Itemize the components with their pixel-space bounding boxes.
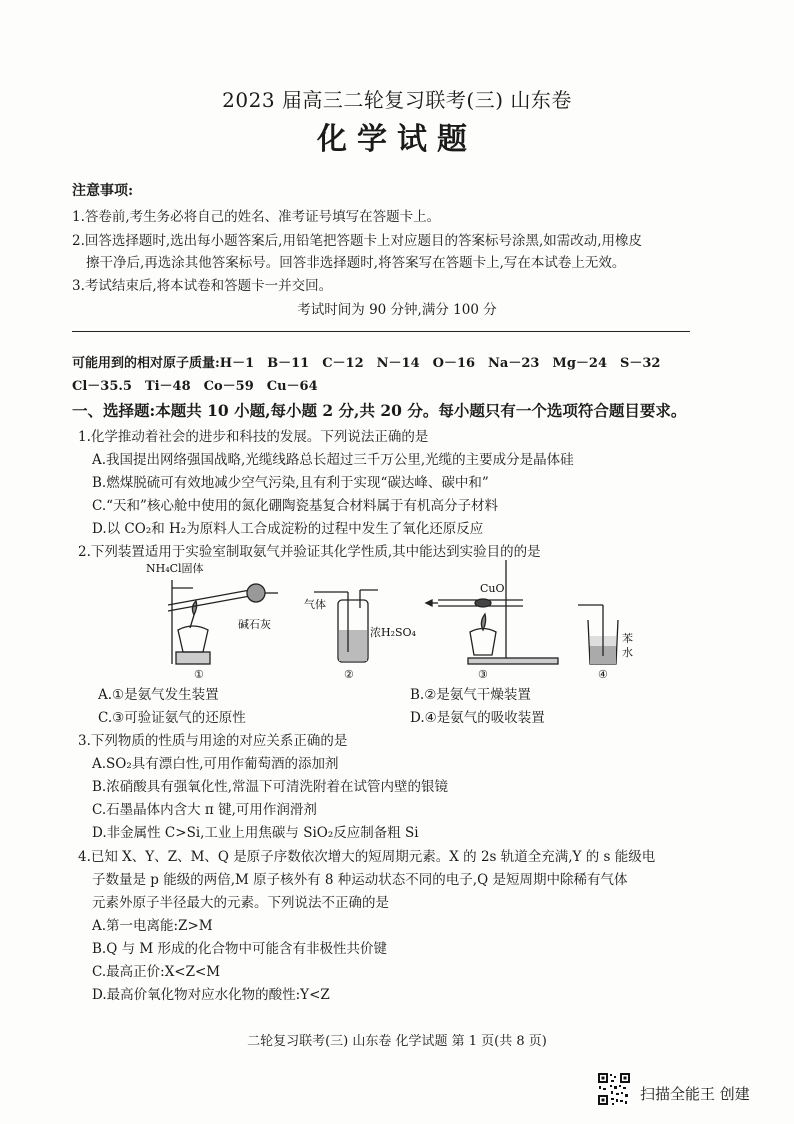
label-apparatus-1: ① <box>194 668 204 680</box>
q2-stem: 2.下列装置适用于实验室制取氨气并验证其化学性质,其中能达到实验目的的是 <box>78 544 541 560</box>
q3-option-c: C.石墨晶体内含大 π 键,可用作润滑剂 <box>92 802 317 818</box>
exam-time-info: 考试时间为 90 分钟,满分 100 分 <box>297 302 497 318</box>
q2-option-a: A.①是氨气发生装置 <box>98 687 219 703</box>
notice-item-1: 1.答卷前,考生务必将自己的姓名、准考证号填写在答题卡上。 <box>72 209 441 225</box>
label-apparatus-3: ③ <box>478 668 488 680</box>
section-heading: 一、选择题:本题共 10 小题,每小题 2 分,共 20 分。每小题只有一个选项符合题目要求。 <box>72 401 687 420</box>
q1-option-b: B.燃煤脱硫可有效地减少空气污染,且有利于实现“碳达峰、碳中和” <box>92 475 489 491</box>
label-soda-lime: 碱石灰 <box>238 618 271 631</box>
atomic-masses-line-1: 可能用到的相对原子质量:H－1 B－11 C－12 N－14 O－16 Na－23 Mg－24 S－32 <box>72 356 661 371</box>
apparatus-diagram <box>138 560 658 680</box>
q1-option-a: A.我国提出网络强国战略,光缆线路总长超过三千万公里,光缆的主要成分是晶体硅 <box>92 452 574 468</box>
q4-stem-line-1: 4.已知 X、Y、Z、M、Q 是原子序数依次增大的短周期元素。X 的 2s 轨道全充满,Y 的 s 能级电 <box>78 849 656 865</box>
q1-option-c: C.“天和”核心舱中使用的氮化硼陶瓷基复合材料属于有机高分子材料 <box>92 498 498 514</box>
q2-option-d: D.④是氨气的吸收装置 <box>410 710 545 726</box>
q1-stem: 1.化学推动着社会的进步和科技的发展。下列说法正确的是 <box>78 429 429 445</box>
q3-option-b: B.浓硝酸具有强氧化性,常温下可清洗附着在试管内壁的银镜 <box>92 779 449 795</box>
q1-option-d: D.以 CO₂和 H₂为原料人工合成淀粉的过程中发生了氧化还原反应 <box>92 521 484 537</box>
label-h2so4: 浓H₂SO₄ <box>370 626 416 639</box>
q4-option-a: A.第一电离能:Z>M <box>92 918 213 934</box>
subject-title: 化学试题 <box>317 122 477 157</box>
atomic-masses-line-2: Cl－35.5 Ti－48 Co－59 Cu－64 <box>72 379 318 394</box>
q3-option-d: D.非金属性 C>Si,工业上用焦碳与 SiO₂反应制备粗 Si <box>92 825 419 841</box>
label-apparatus-2: ② <box>344 668 354 680</box>
notice-heading: 注意事项: <box>72 183 134 199</box>
notice-item-2: 2.回答选择题时,选出每小题答案后,用铅笔把答题卡上对应题目的答案标号涂黑,如需改动,用橡皮 <box>72 233 643 249</box>
scanner-watermark: 扫描全能王 创建 <box>640 1085 750 1103</box>
q3-option-a: A.SO₂具有漂白性,可用作葡萄酒的添加剂 <box>92 756 339 772</box>
apparatus-3 <box>426 560 558 664</box>
notice-item-3: 3.考试结束后,将本试卷和答题卡一并交回。 <box>72 278 333 294</box>
qr-code-icon <box>597 1072 631 1106</box>
label-gas: 气体 <box>304 598 326 611</box>
q2-option-b: B.②是氨气干燥装置 <box>410 687 531 703</box>
label-benzene: 苯 <box>622 632 633 645</box>
label-apparatus-4: ④ <box>598 668 608 680</box>
label-cuo: CuO <box>480 582 505 595</box>
q2-option-c: C.③可验证氨气的还原性 <box>98 710 246 726</box>
notice-item-2-cont: 擦干净后,再选涂其他答案标号。回答非选择题时,将答案写在答题卡上,写在本试卷上无效。 <box>86 255 626 271</box>
label-water: 水 <box>622 646 633 659</box>
q4-option-c: C.最高正价:X<Z<M <box>92 964 221 980</box>
q4-stem-line-3: 元素外原子半径最大的元素。下列说法不正确的是 <box>92 895 389 911</box>
exam-title: 2023 届高三二轮复习联考(三) 山东卷 <box>222 88 572 112</box>
q4-stem-line-2: 子数量是 p 能级的两倍,M 原子核外有 8 种运动状态不同的电子,Q 是短周期中除稀有气体 <box>92 872 628 888</box>
page-footer: 二轮复习联考(三) 山东卷 化学试题 第 1 页(共 8 页) <box>247 1034 547 1049</box>
q4-option-d: D.最高价氧化物对应水化物的酸性:Y<Z <box>92 987 330 1003</box>
label-nh4cl: NH₄Cl固体 <box>146 562 204 575</box>
q3-stem: 3.下列物质的性质与用途的对应关系正确的是 <box>78 733 348 749</box>
divider-line <box>72 331 690 332</box>
apparatus-4 <box>578 605 618 664</box>
q4-option-b: B.Q 与 M 形成的化合物中可能含有非极性共价键 <box>92 941 387 957</box>
